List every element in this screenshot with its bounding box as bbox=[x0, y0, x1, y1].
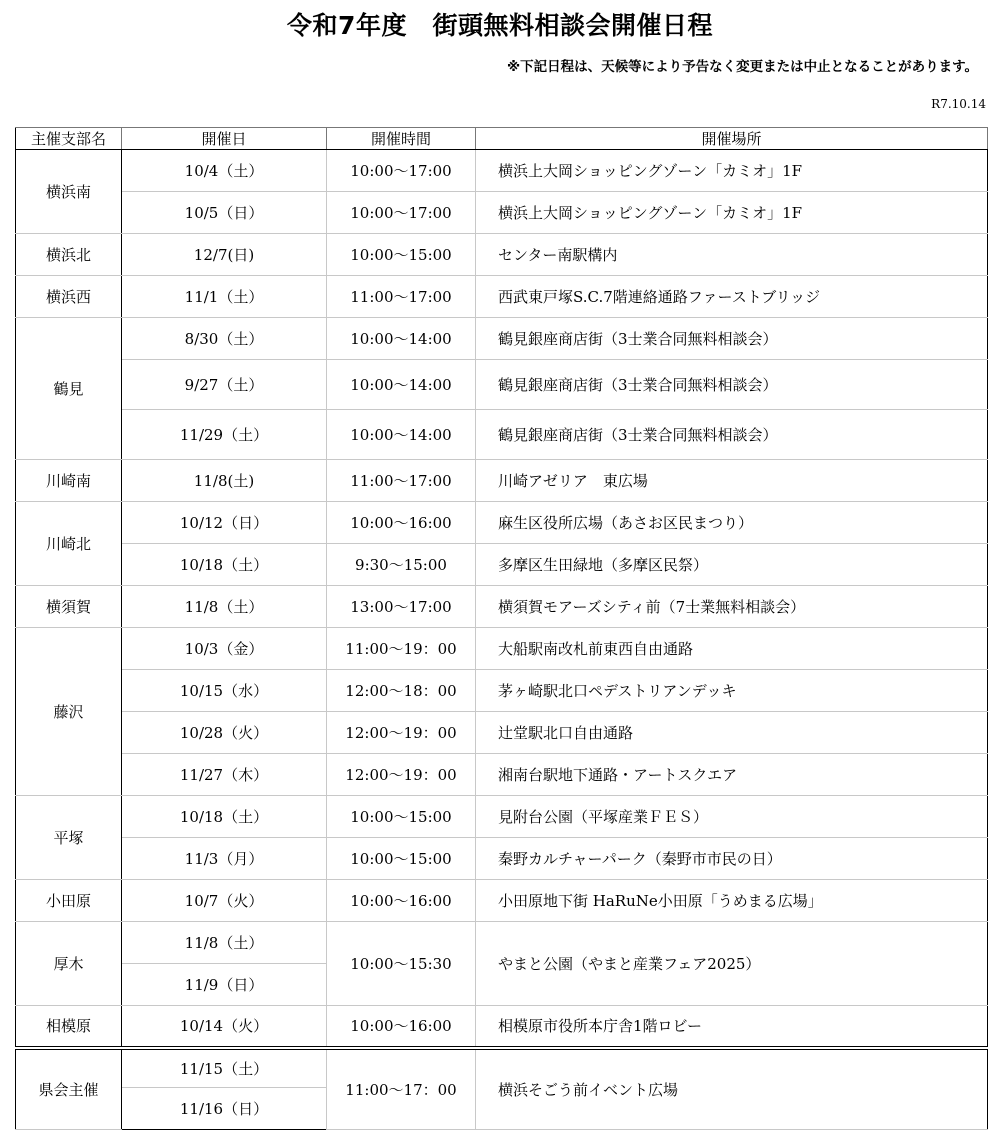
time-cell: 10:00〜16:00 bbox=[327, 1006, 476, 1048]
time-cell: 10:00〜15:00 bbox=[327, 234, 476, 276]
table-row bbox=[16, 460, 988, 502]
table-row bbox=[16, 1006, 988, 1048]
revision-date: R7.10.14 bbox=[931, 97, 986, 111]
date-cell: 11/8（土） bbox=[122, 586, 327, 628]
column-header-venue: 開催場所 bbox=[476, 128, 988, 150]
organizer-cell: 横浜西 bbox=[16, 276, 122, 318]
time-cell: 9:30〜15:00 bbox=[327, 544, 476, 586]
date-cell: 11/8(土) bbox=[122, 460, 327, 502]
table-row bbox=[16, 410, 988, 460]
date-cell: 9/27（土） bbox=[122, 360, 327, 410]
table-row bbox=[16, 628, 988, 670]
date-cell: 10/4（土） bbox=[122, 150, 327, 192]
time-cell: 10:00〜14:00 bbox=[327, 360, 476, 410]
date-cell: 11/29（土） bbox=[122, 410, 327, 460]
date-cell: 11/16（日） bbox=[122, 1088, 327, 1130]
date-cell: 11/8（土） bbox=[122, 922, 327, 964]
time-cell: 12:00〜19：00 bbox=[327, 712, 476, 754]
table-row bbox=[16, 360, 988, 410]
table-header-row bbox=[16, 128, 988, 150]
table-row bbox=[16, 276, 988, 318]
time-cell: 11:00〜17：00 bbox=[327, 1048, 476, 1130]
time-cell: 10:00〜17:00 bbox=[327, 150, 476, 192]
venue-cell: 鶴見銀座商店街（3士業合同無料相談会） bbox=[476, 318, 988, 360]
time-cell: 10:00〜16:00 bbox=[327, 880, 476, 922]
time-cell: 10:00〜14:00 bbox=[327, 410, 476, 460]
time-cell: 10:00〜14:00 bbox=[327, 318, 476, 360]
table-row bbox=[16, 754, 988, 796]
date-cell: 11/15（土） bbox=[122, 1048, 327, 1088]
table-row bbox=[16, 192, 988, 234]
date-cell: 10/3（金） bbox=[122, 628, 327, 670]
table-row bbox=[16, 586, 988, 628]
organizer-cell: 鶴見 bbox=[16, 318, 122, 460]
page-title: 令和7年度 街頭無料相談会開催日程 bbox=[287, 11, 713, 40]
table-row bbox=[16, 670, 988, 712]
organizer-cell: 川崎北 bbox=[16, 502, 122, 586]
venue-cell: 横浜そごう前イベント広場 bbox=[476, 1048, 988, 1130]
organizer-cell: 平塚 bbox=[16, 796, 122, 880]
table-row bbox=[16, 922, 988, 964]
organizer-cell: 県会主催 bbox=[16, 1048, 122, 1130]
venue-cell: 麻生区役所広場（あさお区民まつり） bbox=[476, 502, 988, 544]
venue-cell: 鶴見銀座商店街（3士業合同無料相談会） bbox=[476, 360, 988, 410]
venue-cell: 横須賀モアーズシティ前（7士業無料相談会） bbox=[476, 586, 988, 628]
column-header-date: 開催日 bbox=[122, 128, 327, 150]
time-cell: 10:00〜15:00 bbox=[327, 796, 476, 838]
date-cell: 8/30（土） bbox=[122, 318, 327, 360]
venue-cell: 辻堂駅北口自由通路 bbox=[476, 712, 988, 754]
column-header-time: 開催時間 bbox=[327, 128, 476, 150]
venue-cell: 横浜上大岡ショッピングゾーン「カミオ」1F bbox=[476, 150, 988, 192]
table-row bbox=[16, 544, 988, 586]
date-cell: 10/28（火） bbox=[122, 712, 327, 754]
date-cell: 11/1（土） bbox=[122, 276, 327, 318]
organizer-cell: 相模原 bbox=[16, 1006, 122, 1048]
venue-cell: 西武東戸塚S.C.7階連絡通路ファーストブリッジ bbox=[476, 276, 988, 318]
venue-cell: 湘南台駅地下通路・アートスクエア bbox=[476, 754, 988, 796]
time-cell: 13:00〜17:00 bbox=[327, 586, 476, 628]
column-header-organizer: 主催支部名 bbox=[16, 128, 122, 150]
table-row bbox=[16, 318, 988, 360]
date-cell: 10/12（日） bbox=[122, 502, 327, 544]
venue-cell: 川崎アゼリア 東広場 bbox=[476, 460, 988, 502]
time-cell: 10:00〜15:00 bbox=[327, 838, 476, 880]
time-cell: 11:00〜17:00 bbox=[327, 460, 476, 502]
date-cell: 10/18（土） bbox=[122, 796, 327, 838]
venue-cell: 見附台公園（平塚産業ＦＥＳ） bbox=[476, 796, 988, 838]
date-cell: 11/3（月） bbox=[122, 838, 327, 880]
venue-cell: やまと公園（やまと産業フェア2025） bbox=[476, 922, 988, 1006]
organizer-cell: 横浜南 bbox=[16, 150, 122, 234]
date-cell: 11/9（日） bbox=[122, 964, 327, 1006]
table-row bbox=[16, 880, 988, 922]
organizer-cell: 小田原 bbox=[16, 880, 122, 922]
date-cell: 11/27（木） bbox=[122, 754, 327, 796]
venue-cell: 横浜上大岡ショッピングゾーン「カミオ」1F bbox=[476, 192, 988, 234]
time-cell: 10:00〜15:30 bbox=[327, 922, 476, 1006]
venue-cell: 秦野カルチャーパーク（秦野市市民の日） bbox=[476, 838, 988, 880]
venue-cell: 相模原市役所本庁舎1階ロビー bbox=[476, 1006, 988, 1048]
organizer-cell: 横須賀 bbox=[16, 586, 122, 628]
schedule-table bbox=[15, 127, 988, 1130]
date-cell: 10/5（日） bbox=[122, 192, 327, 234]
time-cell: 12:00〜19：00 bbox=[327, 754, 476, 796]
venue-cell: 茅ヶ崎駅北口ペデストリアンデッキ bbox=[476, 670, 988, 712]
venue-cell: 大船駅南改札前東西自由通路 bbox=[476, 628, 988, 670]
table-row bbox=[16, 502, 988, 544]
time-cell: 11:00〜17:00 bbox=[327, 276, 476, 318]
time-cell: 11:00〜19：00 bbox=[327, 628, 476, 670]
venue-cell: 鶴見銀座商店街（3士業合同無料相談会） bbox=[476, 410, 988, 460]
organizer-cell: 横浜北 bbox=[16, 234, 122, 276]
table-row bbox=[16, 1048, 988, 1088]
time-cell: 10:00〜17:00 bbox=[327, 192, 476, 234]
venue-cell: 小田原地下街 HaRuNe小田原「うめまる広場」 bbox=[476, 880, 988, 922]
date-cell: 10/18（土） bbox=[122, 544, 327, 586]
table-row bbox=[16, 712, 988, 754]
organizer-cell: 川崎南 bbox=[16, 460, 122, 502]
organizer-cell: 藤沢 bbox=[16, 628, 122, 796]
venue-cell: 多摩区生田緑地（多摩区民祭） bbox=[476, 544, 988, 586]
notice-text: ※下記日程は、天候等により予告なく変更または中止となることがあります。 bbox=[506, 59, 978, 75]
organizer-cell: 厚木 bbox=[16, 922, 122, 1006]
date-cell: 10/7（火） bbox=[122, 880, 327, 922]
table-row bbox=[16, 838, 988, 880]
table-row bbox=[16, 150, 988, 192]
table-row bbox=[16, 234, 988, 276]
venue-cell: センター南駅構内 bbox=[476, 234, 988, 276]
date-cell: 12/7(日) bbox=[122, 234, 327, 276]
table-row bbox=[16, 796, 988, 838]
date-cell: 10/14（火） bbox=[122, 1006, 327, 1048]
time-cell: 10:00〜16:00 bbox=[327, 502, 476, 544]
time-cell: 12:00〜18：00 bbox=[327, 670, 476, 712]
date-cell: 10/15（水） bbox=[122, 670, 327, 712]
